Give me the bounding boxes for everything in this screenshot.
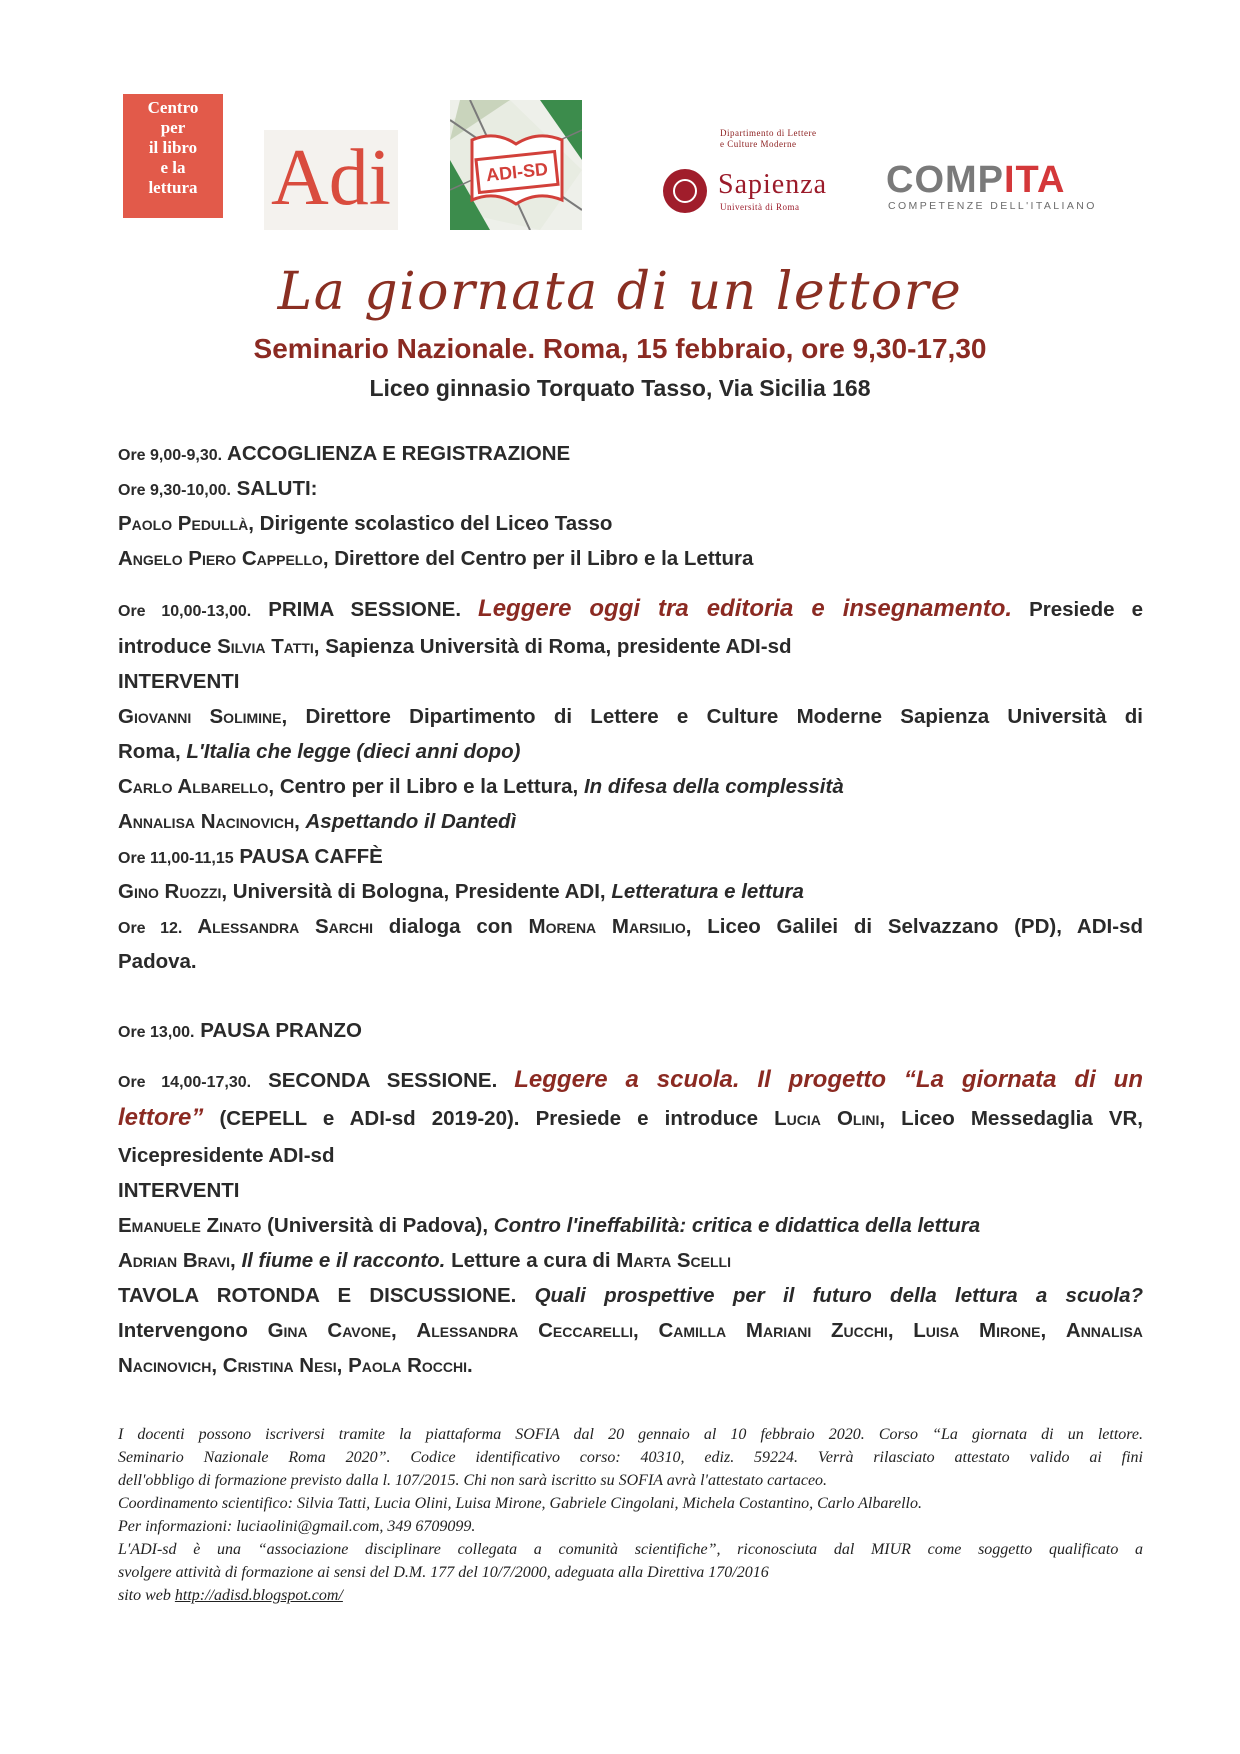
item-text: , Università di Bologna, Presidente ADI,: [221, 880, 612, 903]
separator: ,: [390, 1319, 417, 1342]
separator: ,: [633, 1319, 659, 1342]
time-label: Ore 14,00-17,30.: [118, 1074, 252, 1091]
item-text: , Liceo Messedaglia VR,: [879, 1107, 1143, 1130]
program-line: [118, 700, 1143, 734]
item-text: SALUTI:: [230, 477, 318, 500]
speaker-name: Morena Marsilio: [528, 915, 686, 938]
sapienza-dept-line: e Culture Moderne: [720, 139, 797, 149]
section-heading: TAVOLA ROTONDA E DISCUSSIONE.: [118, 1284, 517, 1307]
item-text: Presiede e: [1029, 598, 1143, 621]
compita-logo: [886, 160, 1106, 216]
program-line: [118, 1063, 1143, 1101]
cepell-logo-line: e la: [160, 158, 186, 177]
footer-note: L'ADI-sd è una “associazione disciplinare collegata a comunità scientifiche”, riconosciuta dal MIUR come soggetto qualificato a: [118, 1541, 1143, 1558]
speaker-name: Lucia Olini: [774, 1107, 880, 1130]
speaker-name: Paola Rocchi: [348, 1354, 468, 1377]
talk-title: Quali prospettive per il futuro della lettura a scuola?: [534, 1284, 1144, 1307]
session-label: PRIMA SESSIONE.: [268, 598, 462, 621]
program-line: [118, 1314, 1143, 1348]
program-line: [118, 945, 1143, 979]
footer-note: [118, 1584, 1143, 1607]
time-label: Ore 10,00-13,00.: [118, 603, 252, 620]
talk-title: Contro l'ineffabilità: critica e didattica della lettura: [493, 1214, 981, 1237]
item-text: Intervengono: [118, 1319, 268, 1342]
compita-wordmark: [886, 160, 1065, 200]
item-text: , Centro per il Libro e la Lettura,: [268, 775, 584, 798]
speaker-name: Gina Cavone: [267, 1319, 391, 1342]
program-line: [118, 1279, 1143, 1313]
sapienza-seal-icon: [663, 169, 707, 213]
session-title: Leggere oggi tra editoria e insegnamento.: [478, 595, 1013, 622]
item-text: Vicepresidente ADI-sd: [118, 1144, 335, 1167]
session-label: SECONDA SESSIONE.: [268, 1069, 498, 1092]
footer-note: Seminario Nazionale Roma 2020”. Codice identificativo corso: 40310, ediz. 59224. Verrà rilasciato attestato valido ai fini: [118, 1449, 1143, 1466]
time-label: Ore 11,00-11,15: [118, 850, 234, 867]
compita-sub: COMPETENZE DELL'ITALIANO: [888, 200, 1097, 212]
program-line: [118, 1209, 1143, 1243]
speaker-name: Luisa Mirone: [913, 1319, 1041, 1342]
item-text: Roma,: [118, 740, 187, 763]
item-text: ,: [230, 1249, 242, 1272]
speaker-name: Alessandra Ceccarelli: [416, 1319, 634, 1342]
speaker-name: Alessandra Sarchi: [182, 915, 374, 938]
speaker-name: Carlo Albarello: [118, 775, 269, 798]
separator: ,: [336, 1354, 349, 1377]
talk-title: Il fiume e il racconto.: [241, 1249, 446, 1272]
speaker-name: Gino Ruozzi: [118, 880, 222, 903]
program-line: [118, 1244, 1143, 1278]
page-subtitle: Seminario Nazionale. Roma, 15 febbraio, ore 9,30-17,30: [253, 333, 987, 364]
session-title: Leggere a scuola. Il progetto “La giornata di un: [514, 1066, 1144, 1093]
item-text: dialoga con: [388, 915, 529, 938]
speaker-name: Annalisa Nacinovich: [118, 810, 295, 833]
program-line: [118, 437, 1143, 473]
separator: ,: [211, 1354, 223, 1377]
talk-title: Letteratura e lettura: [611, 880, 804, 903]
talk-title: L'Italia che legge (dieci anni dopo): [186, 740, 521, 763]
item-text: ,: [294, 810, 306, 833]
item-text: PAUSA CAFFÈ: [233, 845, 383, 868]
item-text: introduce: [118, 635, 218, 658]
cepell-logo-line: lettura: [148, 178, 198, 197]
talk-title: In difesa della complessità: [583, 775, 844, 798]
venue: Liceo ginnasio Torquato Tasso, Via Sicilia 168: [369, 375, 871, 401]
program-line: [118, 875, 1143, 909]
program-line: [118, 910, 1143, 944]
separator: ,: [1040, 1319, 1066, 1342]
speaker-name: Adrian Bravi: [118, 1249, 231, 1272]
talk-title: Aspettando il Dantedì: [305, 810, 517, 833]
speaker-name: Camilla Mariani Zucchi: [658, 1319, 888, 1342]
item-text: , Direttore del Centro per il Libro e la Lettura: [322, 547, 754, 570]
sapienza-dept-line: Dipartimento di Lettere: [720, 128, 817, 138]
program-line: [118, 1139, 1143, 1173]
section-heading: INTERVENTI: [118, 670, 240, 693]
speaker-name: Cristina Nesi: [222, 1354, 337, 1377]
sapienza-dept: [720, 128, 860, 150]
section-heading: INTERVENTI: [118, 1179, 240, 1202]
speaker-name: Giovanni Solimine: [118, 705, 282, 728]
separator: ,: [887, 1319, 914, 1342]
program-line: [118, 805, 1143, 839]
time-label: Ore 9,30-10,00.: [118, 482, 231, 499]
item-text: (CEPELL e ADI-sd 2019-20). Presiede e introduce: [219, 1107, 775, 1130]
session-title: lettore”: [118, 1104, 204, 1131]
program-line: [118, 1101, 1143, 1139]
item-text: PAUSA PRANZO: [194, 1019, 362, 1042]
program-line: [118, 665, 1143, 699]
item-text: , Liceo Galilei di Selvazzano (PD), ADI-sd: [685, 915, 1143, 938]
cepell-logo-line: Centro: [147, 98, 199, 117]
time-label: Ore 9,00-9,30.: [118, 447, 223, 464]
program-line: [118, 542, 1143, 576]
compita-word-a: COMP: [886, 159, 1004, 201]
sapienza-sub: Università di Roma: [720, 202, 800, 212]
footer-note: I docenti possono iscriversi tramite la piattaforma SOFIA dal 20 gennaio al 10 febbraio 2020. Corso “La giornata di un lettore.: [118, 1426, 1143, 1443]
item-text: Letture a cura di: [445, 1249, 617, 1272]
cepell-logo: [123, 94, 223, 218]
item-text: (Università di Padova),: [261, 1214, 494, 1237]
item-text: , Sapienza Università di Roma, presidente ADI-sd: [313, 635, 792, 658]
cepell-logo-line: per: [160, 118, 186, 137]
cepell-logo-line: il libro: [148, 138, 198, 157]
program-line: [118, 1349, 1143, 1383]
program-line: [118, 630, 1143, 664]
item-text: Padova.: [118, 950, 197, 973]
adi-logo: Adi: [264, 130, 398, 230]
speaker-name: Nacinovich: [118, 1354, 212, 1377]
sapienza-name: Sapienza: [718, 169, 828, 200]
adisd-logo-label: ADI-SD: [474, 150, 559, 194]
footer-note: Coordinamento scientifico: Silvia Tatti, Lucia Olini, Luisa Mirone, Gabriele Cingolani, Michela Costantino, Carlo Albarello.: [118, 1495, 922, 1512]
speaker-name: Annalisa: [1065, 1319, 1143, 1342]
separator: .: [467, 1354, 473, 1377]
program-line: [118, 1174, 1143, 1208]
sapienza-logo: [660, 124, 860, 224]
website-label: sito web: [118, 1587, 175, 1604]
program-line: [118, 472, 1143, 508]
speaker-name: Angelo Piero Cappello: [118, 547, 323, 570]
speaker-name: Paolo Pedullà: [118, 512, 249, 535]
time-label: Ore 13,00.: [118, 1024, 195, 1041]
speaker-name: Silvia Tatti: [217, 635, 314, 658]
program-line: [118, 507, 1143, 541]
speaker-name: Emanuele Zinato: [118, 1214, 262, 1237]
program-line: [118, 770, 1143, 804]
adisd-logo: [450, 100, 582, 230]
program-line: [118, 735, 1143, 769]
time-label: Ore 12.: [118, 920, 183, 937]
footer-note: svolgere attività di formazione ai sensi del D.M. 177 del 10/7/2000, adeguata alla Direttiva 170/2016: [118, 1564, 769, 1581]
page-title: La giornata di un lettore: [277, 262, 963, 322]
program-line: [118, 840, 1143, 876]
footer-note: dell'obbligo di formazione previsto dalla l. 107/2015. Chi non sarà iscritto su SOFIA avrà l'attestato cartaceo.: [118, 1472, 828, 1489]
website-link[interactable]: http://adisd.blogspot.com/: [174, 1587, 343, 1604]
footer-note: Per informazioni: luciaolini@gmail.com, 349 6709099.: [118, 1518, 476, 1535]
item-text: , Dirigente scolastico del Liceo Tasso: [248, 512, 613, 535]
item-text: ACCOGLIENZA E REGISTRAZIONE: [222, 442, 571, 465]
program-line: [118, 1014, 1143, 1050]
program-line: [118, 592, 1143, 630]
compita-word-b: ITA: [1004, 159, 1066, 201]
speaker-name: Marta Scelli: [616, 1249, 731, 1272]
item-text: , Direttore Dipartimento di Lettere e Culture Moderne Sapienza Università di: [281, 705, 1143, 728]
